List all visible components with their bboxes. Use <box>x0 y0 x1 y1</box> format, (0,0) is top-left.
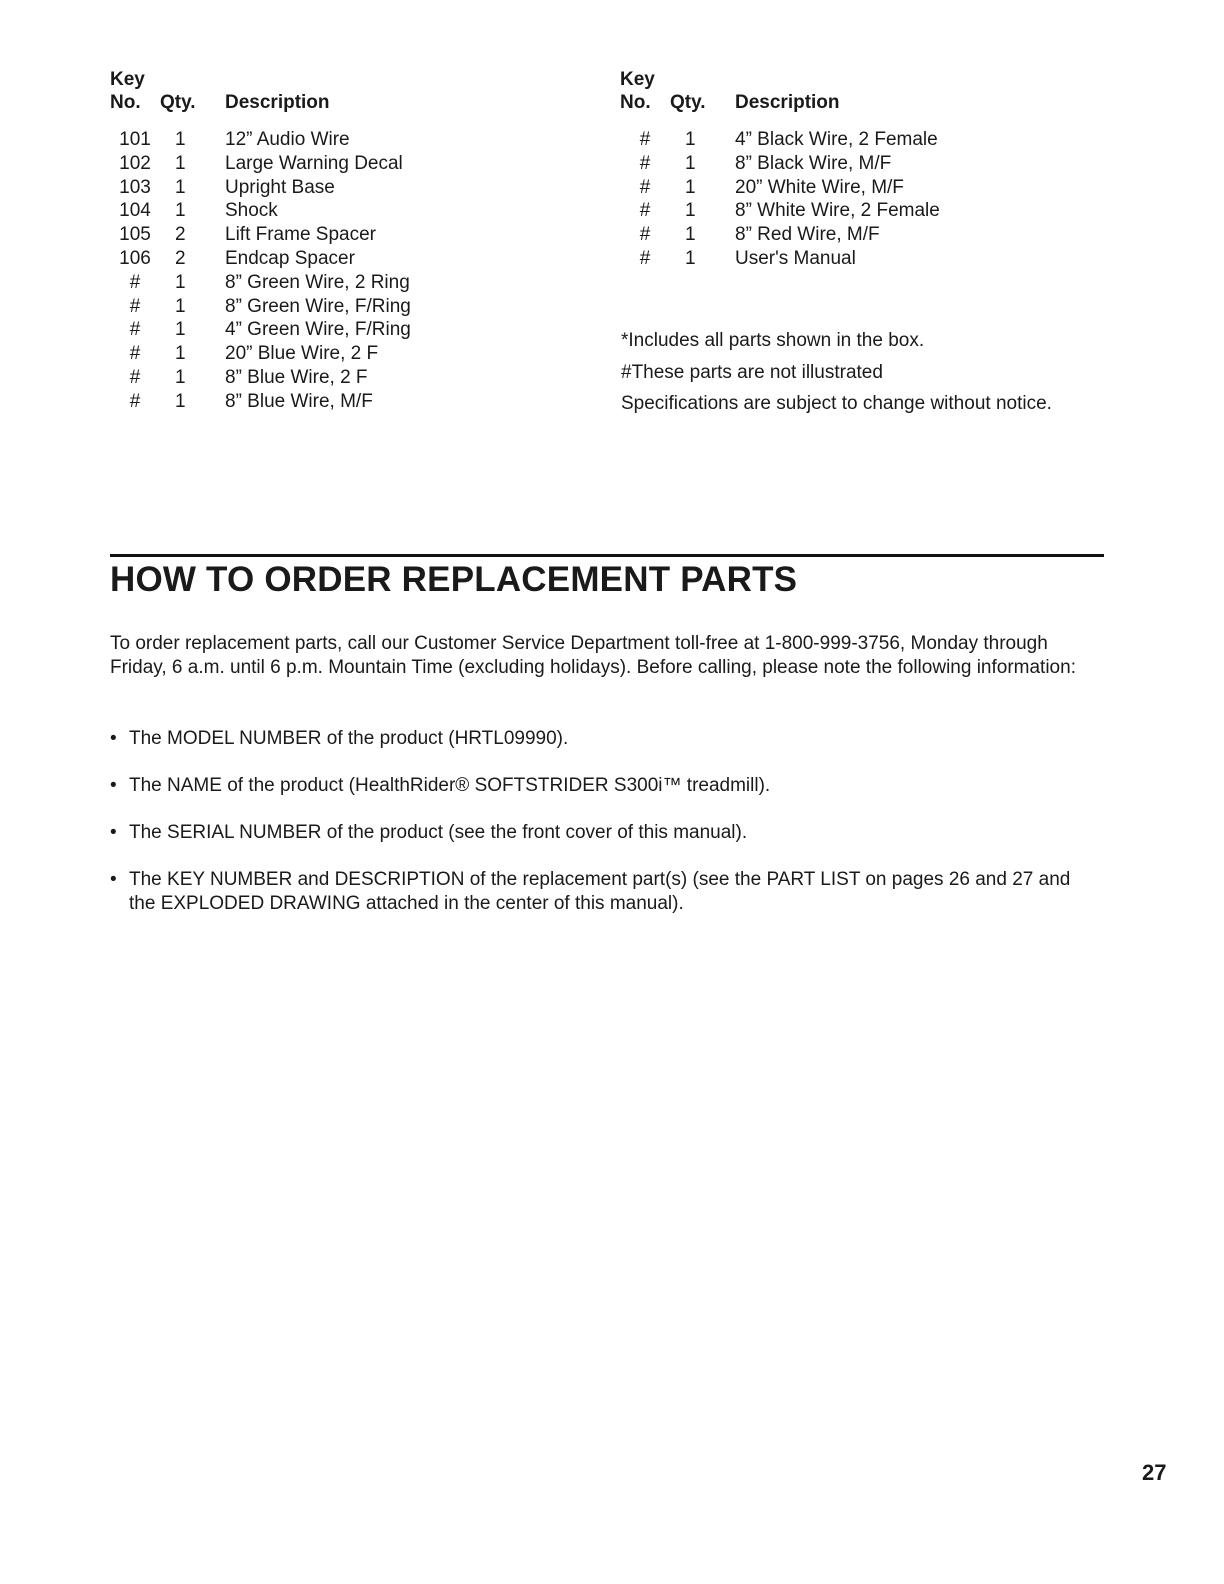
table-row <box>110 128 411 152</box>
key-number-cell: 103 <box>119 176 151 198</box>
table-row <box>110 223 411 247</box>
qty-cell: 2 <box>175 224 186 246</box>
table-row <box>110 199 411 223</box>
qty-header: Qty. <box>160 92 196 113</box>
description-cell: Large Warning Decal <box>225 152 403 174</box>
description-cell: 20” White Wire, M/F <box>735 176 904 198</box>
key-number-cell: # <box>639 176 651 198</box>
note-not-illustrated: #These parts are not illustrated <box>621 361 883 383</box>
description-cell: Endcap Spacer <box>225 247 355 269</box>
key-number-cell: # <box>639 152 651 174</box>
key-number-cell: # <box>129 390 141 412</box>
qty-cell: 1 <box>685 247 696 269</box>
list-item: • The KEY NUMBER and DESCRIPTION of the replacement part(s) (see the PART LIST on pages 26 and 27 and the EXPLODED DRAWING attached in the center of this manual). <box>110 869 1071 914</box>
table-row <box>620 176 940 200</box>
parts-list-left <box>110 68 411 414</box>
qty-cell: 1 <box>175 129 186 150</box>
description-cell: 12” Audio Wire <box>225 129 350 150</box>
qty-cell: 1 <box>685 129 696 150</box>
parts-rows-left <box>110 128 411 414</box>
qty-cell: 1 <box>175 176 186 198</box>
qty-header: Qty. <box>670 92 706 113</box>
description-cell: 8” Blue Wire, 2 F <box>225 366 368 388</box>
description-cell: 8” Red Wire, M/F <box>735 224 880 246</box>
key-number-cell: # <box>129 366 141 388</box>
table-row <box>620 128 940 152</box>
table-row <box>620 152 940 176</box>
order-intro: To order replacement parts, call our Customer Service Department toll-free at 1-800-999-3756, Monday through Friday, 6 a.m. until 6 p.m. Mountain Time (excluding holidays). Before calling, please note the following information: <box>110 633 1076 678</box>
parts-notes <box>621 329 1052 424</box>
bullet-icon: • <box>110 728 117 749</box>
qty-cell: 1 <box>175 271 186 293</box>
bullet-icon: • <box>110 869 117 890</box>
table-row <box>110 152 411 176</box>
table-row <box>110 390 411 414</box>
qty-cell: 1 <box>175 319 186 341</box>
description-cell: 8” Green Wire, 2 Ring <box>225 271 410 293</box>
key-number-cell: # <box>639 247 651 269</box>
key-number-cell: 101 <box>119 129 151 150</box>
note-specifications: Specifications are subject to change without notice. <box>621 393 1052 415</box>
key-number-cell: 102 <box>119 152 151 174</box>
description-cell: 8” Black Wire, M/F <box>735 152 892 174</box>
qty-cell: 1 <box>175 295 186 317</box>
qty-cell: 1 <box>685 224 696 246</box>
description-cell: User's Manual <box>735 247 856 269</box>
description-cell: 8” Green Wire, F/Ring <box>225 295 411 317</box>
qty-cell: 1 <box>175 200 186 222</box>
description-cell: 8” Blue Wire, M/F <box>225 390 373 412</box>
qty-cell: 1 <box>685 176 696 198</box>
description-cell: Upright Base <box>225 176 335 198</box>
qty-cell: 2 <box>175 247 186 269</box>
key-number-cell: # <box>639 129 651 150</box>
table-row <box>110 366 411 390</box>
table-row <box>620 247 940 271</box>
qty-cell: 1 <box>175 152 186 174</box>
qty-cell: 1 <box>175 390 186 412</box>
note-includes: *Includes all parts shown in the box. <box>621 330 925 351</box>
list-item: • The SERIAL NUMBER of the product (see the front cover of this manual). <box>110 822 748 843</box>
key-no-header: Key No. <box>620 69 655 113</box>
key-number-cell: 104 <box>119 200 151 222</box>
key-number-cell: # <box>639 200 651 222</box>
table-row <box>110 295 411 319</box>
key-number-cell: 105 <box>119 224 151 246</box>
bullet-icon: • <box>110 775 117 796</box>
page-number: 27 <box>1142 1460 1167 1485</box>
description-header: Description <box>225 92 330 113</box>
description-cell: Lift Frame Spacer <box>225 224 376 246</box>
key-number-cell: # <box>129 343 141 365</box>
key-number-cell: # <box>129 271 141 293</box>
list-item: • The NAME of the product (HealthRider® SOFTSTRIDER S300i™ treadmill). <box>110 775 771 796</box>
table-row <box>110 176 411 200</box>
description-cell: 4” Black Wire, 2 Female <box>735 129 938 150</box>
description-cell: 8” White Wire, 2 Female <box>735 200 940 222</box>
parts-rows-right <box>620 128 940 271</box>
table-row <box>110 342 411 366</box>
qty-cell: 1 <box>175 366 186 388</box>
key-number-cell: # <box>129 295 141 317</box>
parts-list-header <box>620 68 940 114</box>
table-row <box>110 247 411 271</box>
bullet-icon: • <box>110 822 117 843</box>
qty-cell: 1 <box>175 343 186 365</box>
description-header: Description <box>735 92 840 113</box>
table-row <box>620 223 940 247</box>
section-title: HOW TO ORDER REPLACEMENT PARTS <box>110 560 798 599</box>
qty-cell: 1 <box>685 152 696 174</box>
parts-list-right <box>620 68 940 271</box>
key-no-header: Key No. <box>110 69 145 113</box>
order-info-list <box>110 727 1100 939</box>
table-row <box>620 199 940 223</box>
table-row <box>110 271 411 295</box>
description-cell: 4” Green Wire, F/Ring <box>225 319 411 341</box>
key-number-cell: # <box>639 224 651 246</box>
qty-cell: 1 <box>685 200 696 222</box>
table-row <box>110 318 411 342</box>
description-cell: Shock <box>225 200 278 222</box>
key-number-cell: 106 <box>119 247 151 269</box>
parts-list-header <box>110 68 411 114</box>
section-divider <box>110 554 1104 557</box>
key-number-cell: # <box>129 319 141 341</box>
description-cell: 20” Blue Wire, 2 F <box>225 343 379 365</box>
list-item: • The MODEL NUMBER of the product (HRTL09990). <box>110 728 569 749</box>
